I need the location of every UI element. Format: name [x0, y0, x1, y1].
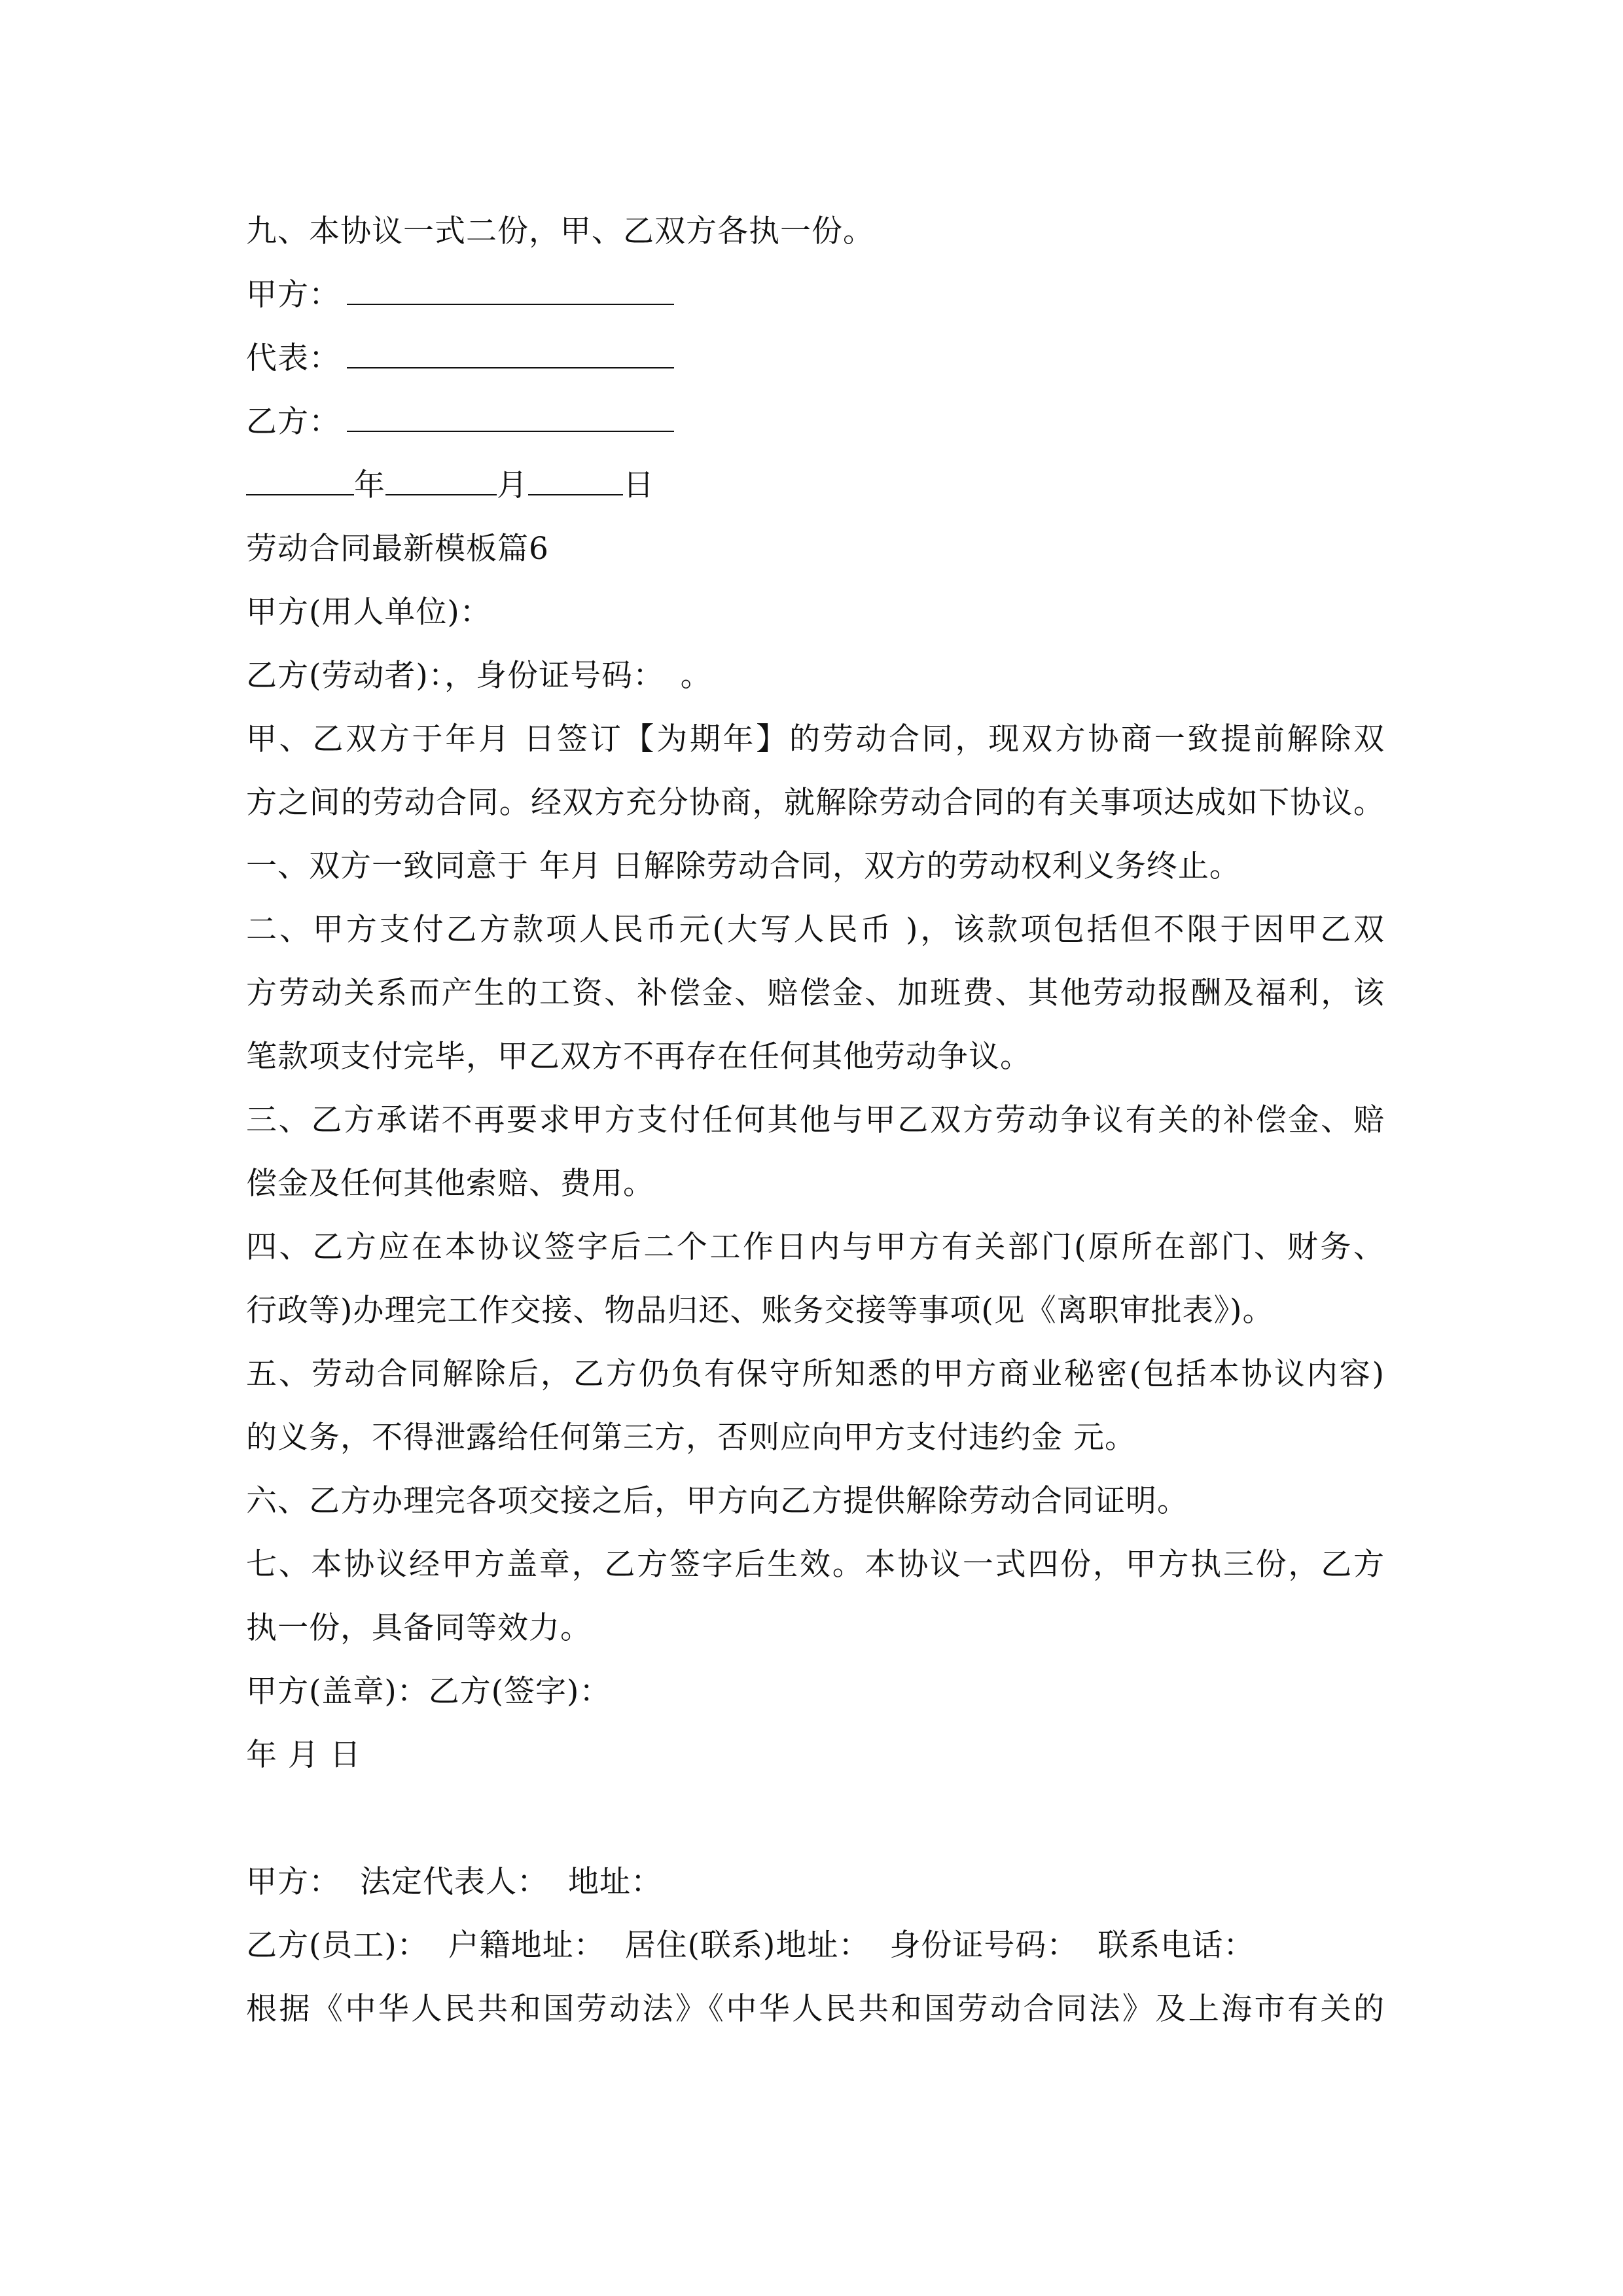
- representative-label: 代表：: [246, 340, 340, 376]
- year-label: 年: [354, 467, 385, 503]
- party-b-info-label: 乙方(员工)：: [246, 1928, 429, 1964]
- day-label: 日: [623, 467, 654, 503]
- clause-one: 一、双方一致同意于 年月 日解除劳动合同，双方的劳动权利义务终止。: [246, 848, 1241, 884]
- preamble-line-2: 方之间的劳动合同。经双方充分协商，就解除劳动合同的有关事项达成如下协议。: [246, 785, 1385, 821]
- household-address-label: 户籍地址：: [448, 1928, 605, 1964]
- section-title: 劳动合同最新模板篇6: [246, 531, 549, 567]
- employer-line: 甲方(用人单位)：: [246, 594, 491, 630]
- residence-address-label: 居住(联系)地址：: [624, 1928, 870, 1964]
- phone-label: 联系电话：: [1097, 1928, 1255, 1964]
- clause-two-line-2: 方劳动关系而产生的工资、补偿金、赔偿金、加班费、其他劳动报酬及福利，该: [246, 975, 1385, 1011]
- date-line: [246, 454, 1385, 517]
- month-label: 月: [497, 467, 528, 503]
- party-a-label: 甲方：: [246, 277, 340, 313]
- document-body: [246, 200, 1385, 2041]
- clause-two-line-1: 二、甲方支付乙方款项人民币元(大写人民币 )，该款项包括但不限于因甲乙双: [246, 912, 1385, 948]
- clause-two-line-3: 笔款项支付完毕，甲乙双方不再存在任何其他劳动争议。: [246, 1039, 1031, 1075]
- representative-blank: [347, 340, 674, 368]
- signature-party-a: [246, 263, 1385, 327]
- blank-gap: [246, 1787, 1385, 1850]
- party-a-info-label: 甲方：: [246, 1864, 340, 1900]
- party-b-blank: [347, 403, 674, 432]
- clause-four-line-2: 行政等)办理完工作交接、物品归还、账务交接等事项(见《离职审批表》)。: [246, 1293, 1274, 1329]
- legal-rep-label: 法定代表人：: [360, 1864, 548, 1900]
- clause-three-line-1: 三、乙方承诺不再要求甲方支付任何其他与甲乙双方劳动争议有关的补偿金、赔: [246, 1102, 1385, 1138]
- party-b-info-line: [246, 1914, 1385, 1977]
- clause-four-line-1: 四、乙方应在本协议签字后二个工作日内与甲方有关部门(原所在部门、财务、: [246, 1229, 1385, 1265]
- year-blank: [246, 467, 354, 495]
- day-blank: [528, 467, 623, 495]
- clause-five-line-2: 的义务，不得泄露给任何第三方，否则应向甲方支付违约金 元。: [246, 1420, 1136, 1456]
- clause-seven-line-1: 七、本协议经甲方盖章，乙方签字后生效。本协议一式四份，甲方执三份，乙方: [246, 1547, 1385, 1583]
- preamble-line-1: 甲、乙双方于年月 日签订【为期年】的劳动合同，现双方协商一致提前解除双: [246, 721, 1385, 757]
- employee-line: 乙方(劳动者)：，身份证号码： 。: [246, 658, 712, 694]
- party-b-label: 乙方：: [246, 404, 340, 440]
- signature-representative: [246, 327, 1385, 390]
- legal-basis-line: 根据《中华人民共和国劳动法》《中华人民共和国劳动合同法》及上海市有关的: [246, 1991, 1385, 2027]
- id-number-label: 身份证号码：: [889, 1928, 1079, 1964]
- signature-party-b: [246, 390, 1385, 454]
- month-blank: [385, 467, 497, 495]
- clause-five-line-1: 五、劳动合同解除后，乙方仍负有保守所知悉的甲方商业秘密(包括本协议内容): [246, 1356, 1385, 1392]
- party-a-blank: [347, 276, 674, 305]
- party-a-info-line: [246, 1850, 1385, 1914]
- seal-signature-line: 甲方(盖章)：乙方(签字)：: [246, 1674, 611, 1710]
- clause-nine: 九、本协议一式二份，甲、乙双方各执一份。: [246, 213, 874, 249]
- address-label: 地址：: [568, 1864, 662, 1900]
- clause-seven-line-2: 执一份，具备同等效力。: [246, 1610, 592, 1646]
- closing-date: 年 月 日: [246, 1737, 361, 1773]
- clause-six: 六、乙方办理完各项交接之后，甲方向乙方提供解除劳动合同证明。: [246, 1483, 1188, 1519]
- clause-three-line-2: 偿金及任何其他索赔、费用。: [246, 1166, 654, 1202]
